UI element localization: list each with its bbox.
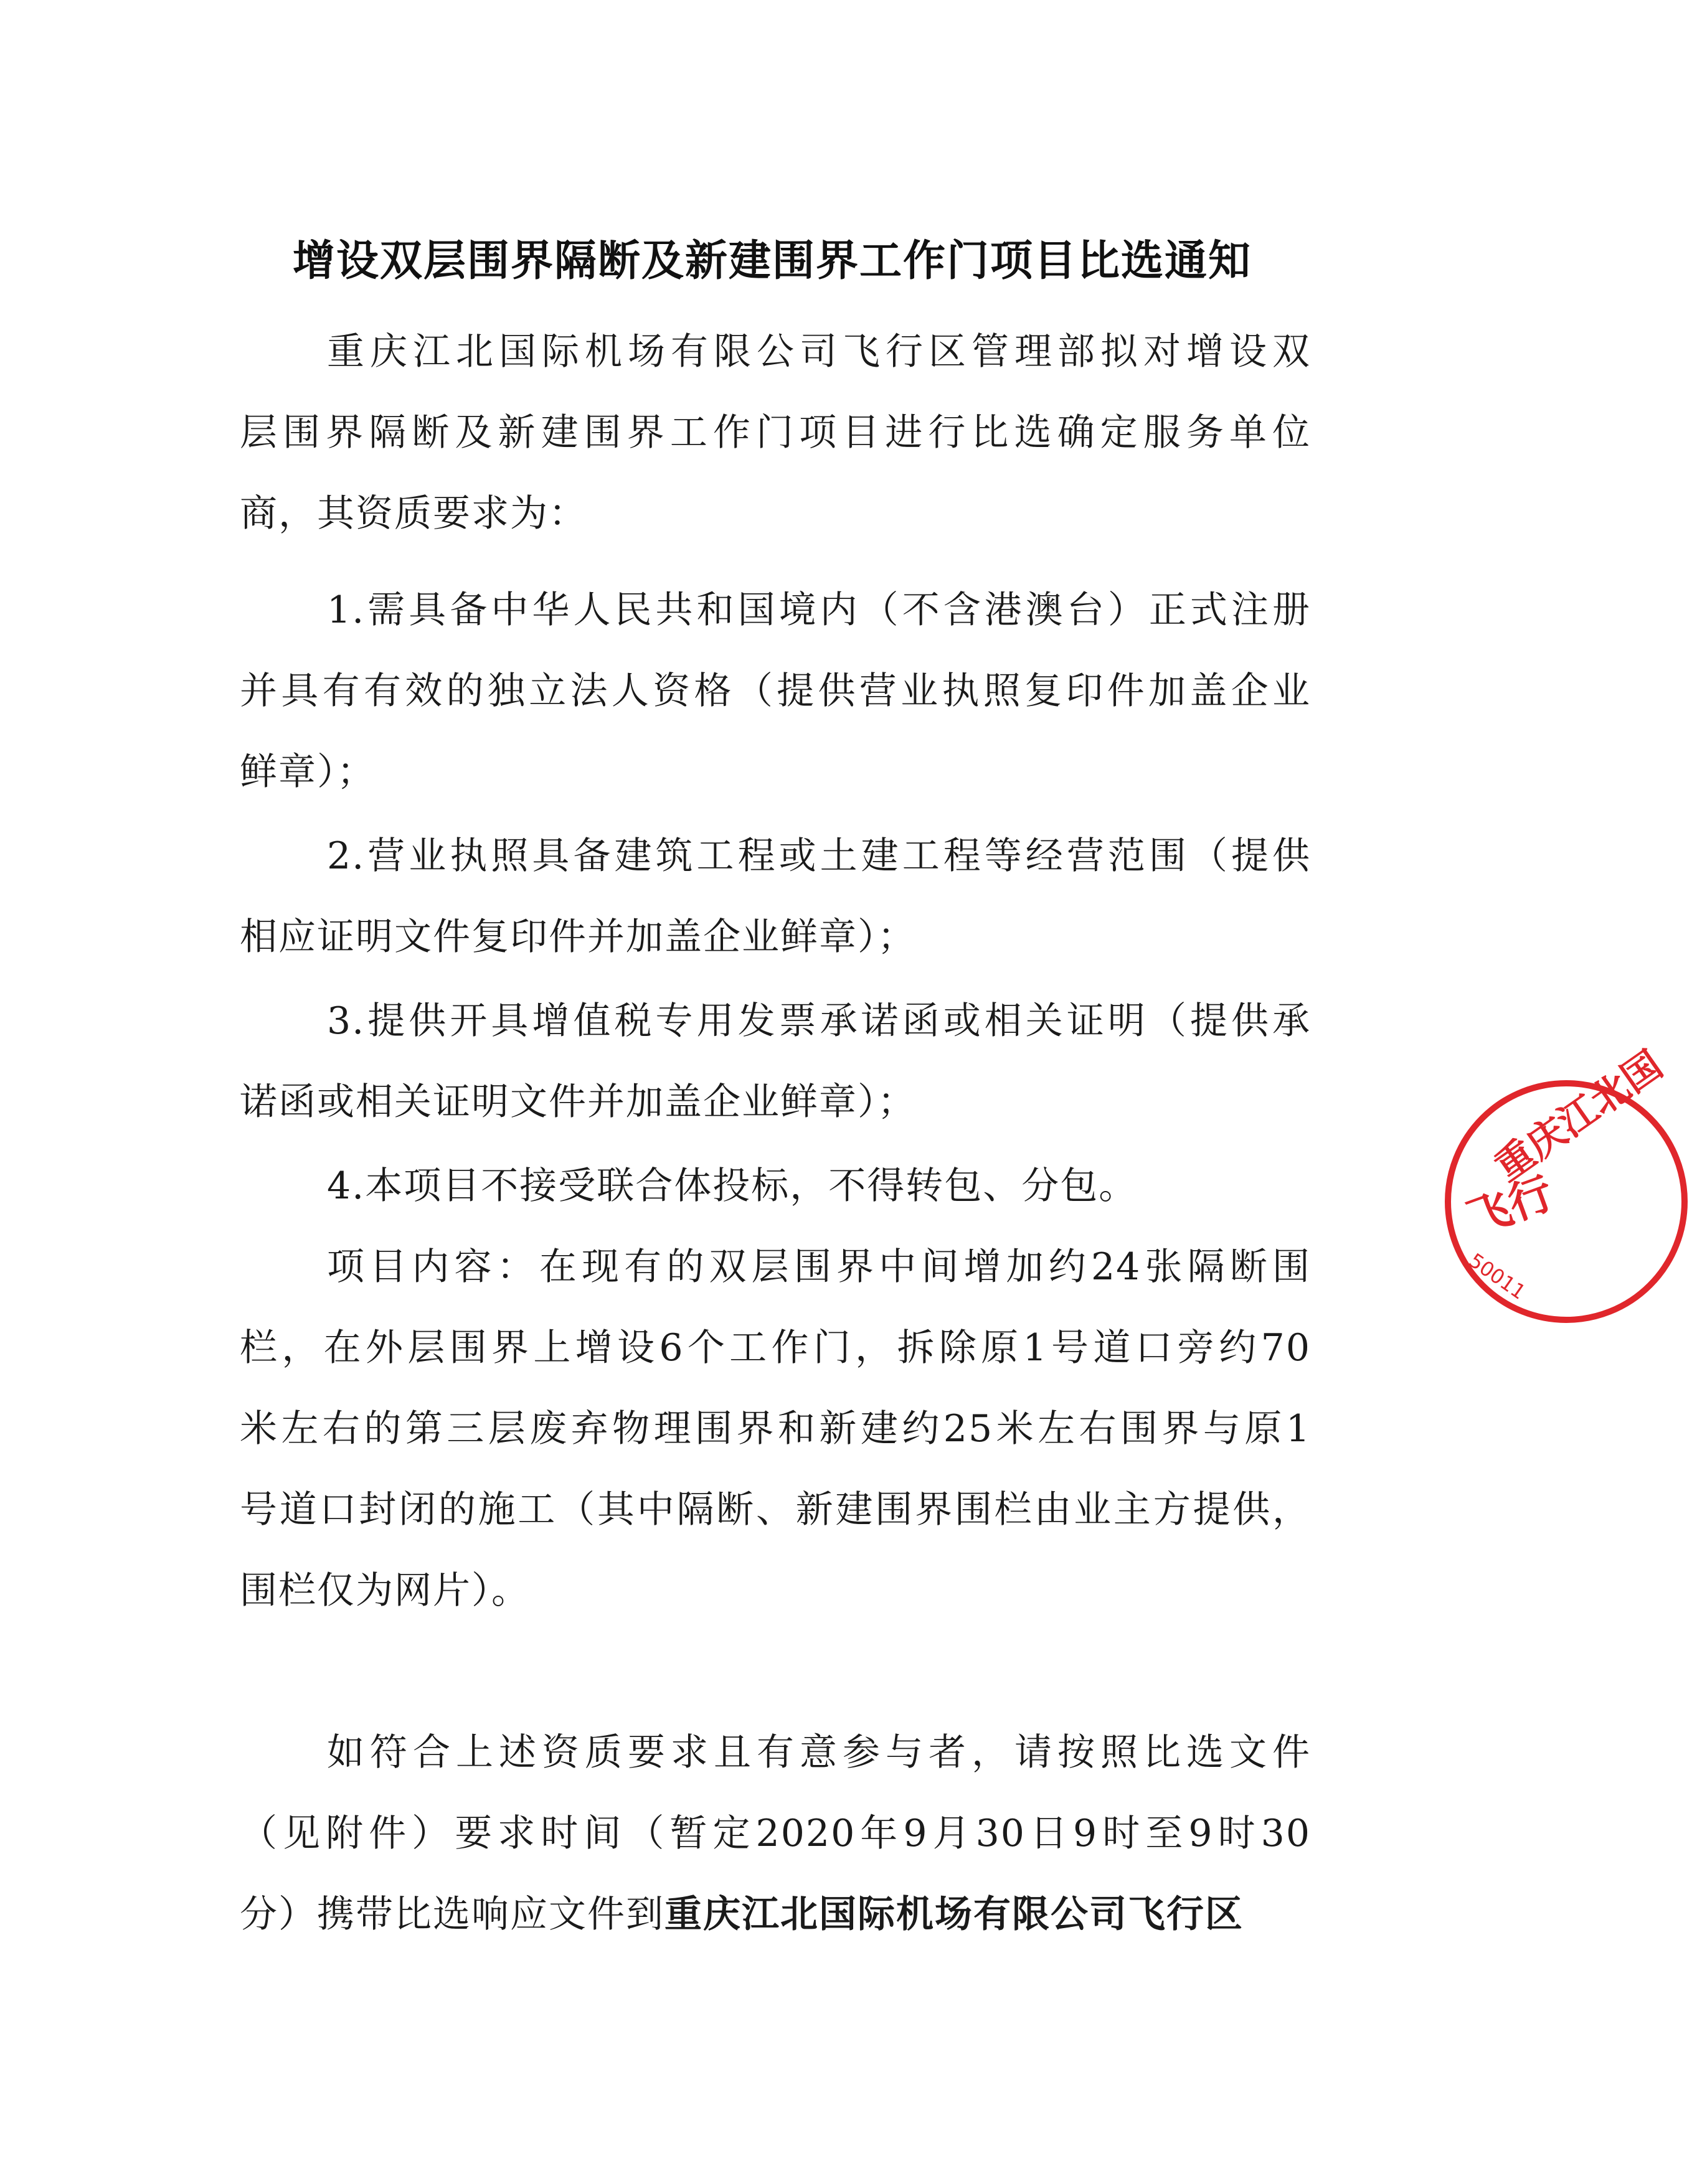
- req3-line-2: 诺函或相关证明文件并加盖企业鲜章）；: [240, 1080, 916, 1124]
- req2-line-2: 相应证明文件复印件并加盖企业鲜章）；: [240, 915, 916, 959]
- document-title: 增设双层围界隔断及新建围界工作门项目比选通知: [292, 237, 1252, 286]
- req1-line-1: 1.需具备中华人民共和国境内（不含港澳台）正式注册: [327, 588, 1311, 632]
- official-seal: [1435, 1042, 1697, 1332]
- content-line-1: 项目内容：在现有的双层围界中间增加约24张隔断围: [327, 1245, 1311, 1289]
- content-line-2: 栏，在外层围界上增设6个工作门，拆除原1号道口旁约70: [240, 1326, 1311, 1370]
- content-line-4: 号道口封闭的施工（其中隔断、新建围界围栏由业主方提供，: [240, 1488, 1311, 1532]
- closing-line-1: 如符合上述资质要求且有意参与者，请按照比选文件: [327, 1731, 1311, 1774]
- content-line-5: 围栏仅为网片）。: [240, 1569, 530, 1612]
- req3-line-1: 3.提供开具增值税专用发票承诺函或相关证明（提供承: [327, 999, 1311, 1043]
- req2-line-1: 2.营业执照具备建筑工程或土建工程等经营范围（提供: [327, 834, 1311, 878]
- seal-text-code: 50011: [1464, 1248, 1530, 1304]
- intro-line-2: 层围界隔断及新建围界工作门项目进行比选确定服务单位: [240, 411, 1311, 454]
- req1-line-3: 鲜章）；: [240, 750, 376, 794]
- closing-line-2: （见附件）要求时间（暂定2020年9月30日9时至9时30: [240, 1812, 1311, 1855]
- req1-line-2: 并具有有效的独立法人资格（提供营业执照复印件加盖企业: [240, 669, 1311, 713]
- closing-line-3: [240, 1886, 1311, 1942]
- intro-line-3: 商，其资质要求为：: [240, 492, 587, 535]
- content-line-3: 米左右的第三层废弃物理围界和新建约25米左右围界与原1: [240, 1407, 1311, 1451]
- req4-line-1: 4.本项目不接受联合体投标，不得转包、分包。: [327, 1164, 1138, 1208]
- seal-text-top: 重庆江北国: [1486, 1042, 1671, 1190]
- seal-text-mid: 飞行: [1460, 1167, 1560, 1245]
- closing-line-3-prefix: 分）携带比选响应文件到: [240, 1893, 664, 1936]
- closing-line-3-bold: 重庆江北国际机场有限公司飞行区: [664, 1893, 1244, 1936]
- intro-line-1: 重庆江北国际机场有限公司飞行区管理部拟对增设双: [327, 330, 1311, 374]
